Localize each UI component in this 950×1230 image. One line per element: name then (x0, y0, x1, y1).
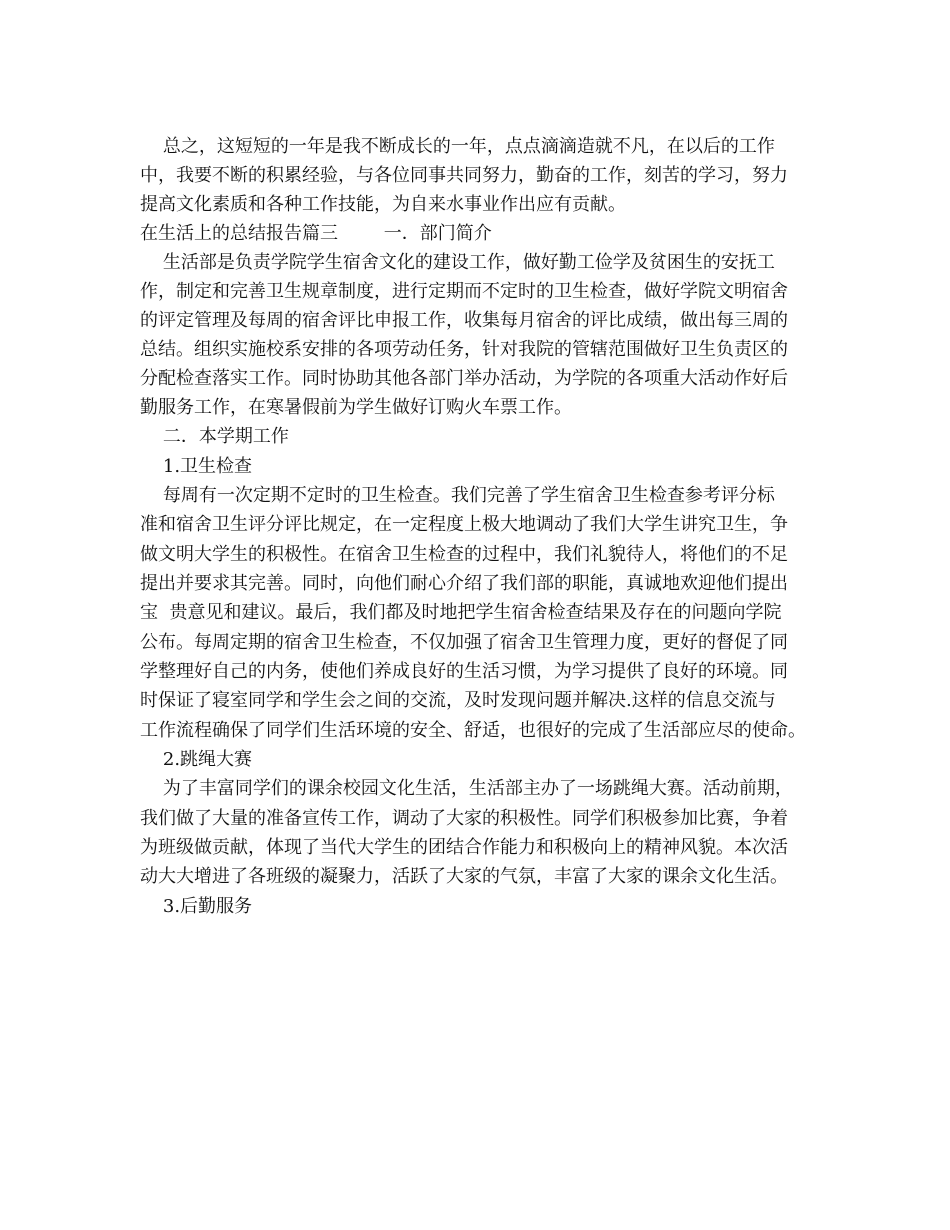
text-line: 作，制定和完善卫生规章制度，进行定期而不定时的卫生检查，做好学院文明宿舍 (140, 281, 788, 302)
text-line: 中，我要不断的积累经验，与各位同事共同努力，勤奋的工作，刻苦的学习，努力 (140, 165, 788, 186)
text-line: 学整理好自己的内务，使他们养成良好的生活习惯，为学习提供了良好的环境。同 (140, 661, 788, 682)
text-line: 准和宿舍卫生评分评比规定，在一定程度上极大地调动了我们大学生讲究卫生，争 (140, 514, 788, 535)
text-line: 每周有一次定期不定时的卫生检查。我们完善了学生宿舍卫生检查参考评分标 (140, 485, 775, 506)
text-line: 工作流程确保了同学们生活环境的安全、舒适，也很好的完成了生活部应尽的使命。 (140, 720, 806, 741)
text-line: 二．本学期工作 (140, 426, 289, 447)
text-line: 总之，这短短的一年是我不断成长的一年，点点滴滴造就不凡，在以后的工作 (140, 136, 775, 157)
text-line: 勤服务工作，在寒暑假前为学生做好订购火车票工作。 (140, 397, 572, 418)
text-line: 提出并要求其完善。同时，向他们耐心介绍了我们部的职能，真诚地欢迎他们提出 (140, 573, 788, 594)
text-line: 我们做了大量的准备宣传工作，调动了大家的积极性。同学们积极参加比赛，争着 (140, 808, 788, 829)
text-line: 动大大增进了各班级的凝聚力，活跃了大家的气氛，丰富了大家的课余文化生活。 (140, 866, 788, 887)
text-line: 为了丰富同学们的课余校园文化生活，生活部主办了一场跳绳大赛。活动前期， (140, 778, 793, 799)
text-line: 提高文化素质和各种工作技能，为自来水事业作出应有贡献。 (140, 194, 626, 215)
text-line: 公布。每周定期的宿舍卫生检查，不仅加强了宿舍卫生管理力度，更好的督促了同 (140, 632, 788, 653)
text-line: 宝 贵意见和建议。最后，我们都及时地把学生宿舍检查结果及存在的问题向学院 (140, 602, 782, 623)
text-line: 时保证了寝室同学和学生会之间的交流，及时发现问题并解决.这样的信息交流与 (140, 690, 776, 711)
text-line: 做文明大学生的积极性。在宿舍卫生检查的过程中，我们礼貌待人，将他们的不足 (140, 544, 788, 565)
text-line: 2.跳绳大赛 (140, 749, 253, 770)
text-line: 分配检查落实工作。同时协助其他各部门举办活动，为学院的各项重大活动作好后 (140, 368, 788, 389)
text-line: 生活部是负责学院学生宿舍文化的建设工作，做好勤工俭学及贫困生的安抚工 (140, 252, 775, 273)
text-line: 总结。组织实施校系安排的各项劳动任务，针对我院的管辖范围做好卫生负责区的 (140, 339, 788, 360)
text-line: 在生活上的总结报告篇三 一．部门简介 (140, 223, 492, 244)
text-line: 3.后勤服务 (140, 896, 253, 917)
text-line: 1.卫生检查 (140, 456, 253, 477)
text-line: 的评定管理及每周的宿舍评比申报工作，收集每月宿舍的评比成绩，做出每三周的 (140, 310, 788, 331)
text-line: 为班级做贡献，体现了当代大学生的团结合作能力和积极向上的精神风貌。本次活 (140, 837, 788, 858)
